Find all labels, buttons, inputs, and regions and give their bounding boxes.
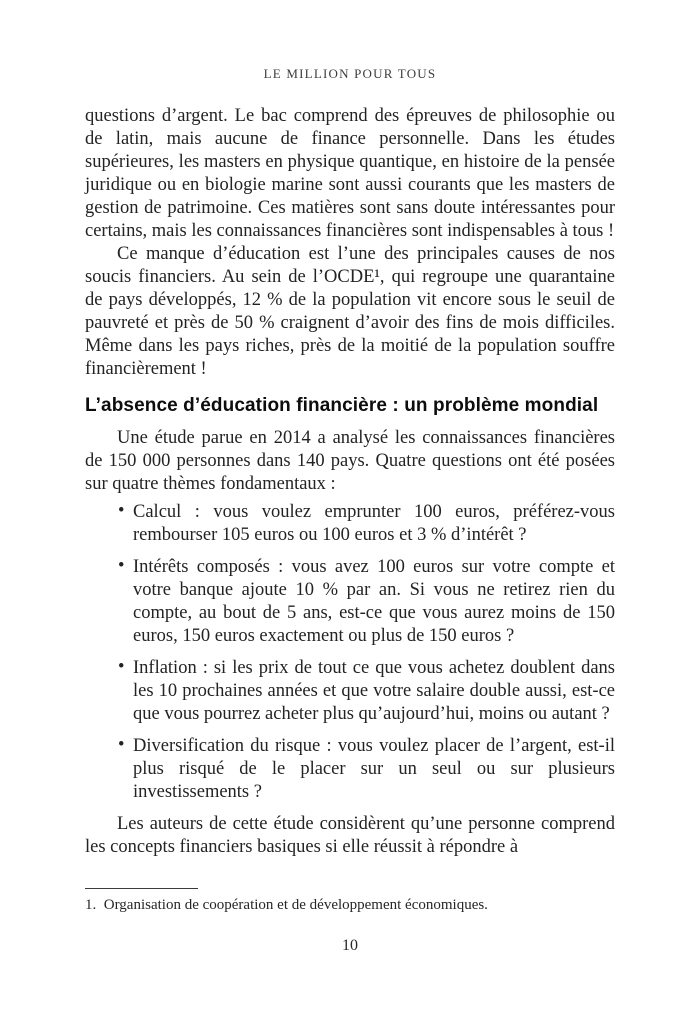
page-number: 10 xyxy=(342,937,358,954)
bullet-icon: • xyxy=(118,657,125,677)
running-header: LE MILLION POUR TOUS xyxy=(263,66,437,81)
bullet-icon: • xyxy=(118,556,125,576)
section-heading: L’absence d’éducation financière : un problème mondial xyxy=(85,395,599,416)
page-body xyxy=(85,105,615,859)
list-item xyxy=(85,501,615,547)
list-item xyxy=(85,657,615,726)
list-item xyxy=(85,735,615,804)
list-item-text: Intérêts composés : vous avez 100 euros sur votre compte et votre banque ajoute 10 % par an. Si vous ne retirez rien du compte, au bout de 5 ans, est-ce que vous aurez moins de 150 euros, 150 euros exactement ou plus de 150 euros ? xyxy=(133,557,615,646)
question-list xyxy=(85,501,615,804)
bullet-icon: • xyxy=(118,501,125,521)
paragraph-continuation: questions d’argent. Le bac comprend des épreuves de philosophie ou de latin, mais aucune de finance personnelle. Dans les études supérieures, les masters en physique quantique, en histoire de la pensée juridique ou en biologie marine sont aussi courants que les masters de gestion de patrimoine. Ces matières sont sans doute intéressantes pour certains, mais les connaissances financières sont indispensables à tous ! xyxy=(85,106,615,241)
paragraph-authors: Les auteurs de cette étude considèrent qu’une personne comprend les concepts financiers basiques si elle réussit à répondre à xyxy=(85,814,615,857)
paragraph-study: Une étude parue en 2014 a analysé les connaissances financières de 150 000 personnes dans 140 pays. Quatre questions ont été posées sur quatre thèmes fondamentaux : xyxy=(85,428,615,494)
footnote: 1. Organisation de coopération et de développement économiques. xyxy=(85,897,488,913)
list-item-text: Diversification du risque : vous voulez placer de l’argent, est-il plus risqué de le placer sur un seul ou sur plusieurs investissements ? xyxy=(133,736,615,802)
paragraph-ocde: Ce manque d’éducation est l’une des principales causes de nos soucis financiers. Au sein de l’OCDE¹, qui regroupe une quarantaine de pays développés, 12 % de la population vit encore sous le seuil de pauvreté et près de 50 % craignent d’avoir des fins de mois difficiles. Même dans les pays riches, près de la moitié de la population souffre financièrement ! xyxy=(85,244,615,379)
footnote-block xyxy=(85,888,615,915)
list-item-text: Calcul : vous voulez emprunter 100 euros, préférez-vous rembourser 105 euros ou 100 euros et 3 % d’intérêt ? xyxy=(133,502,615,545)
bullet-icon: • xyxy=(118,735,125,755)
footnote-rule xyxy=(85,888,198,889)
list-item-text: Inflation : si les prix de tout ce que vous achetez doublent dans les 10 prochaines années et que votre salaire double aussi, est-ce que vous pourrez acheter plus qu’aujourd’hui, moins ou autant ? xyxy=(133,658,615,724)
list-item xyxy=(85,556,615,648)
